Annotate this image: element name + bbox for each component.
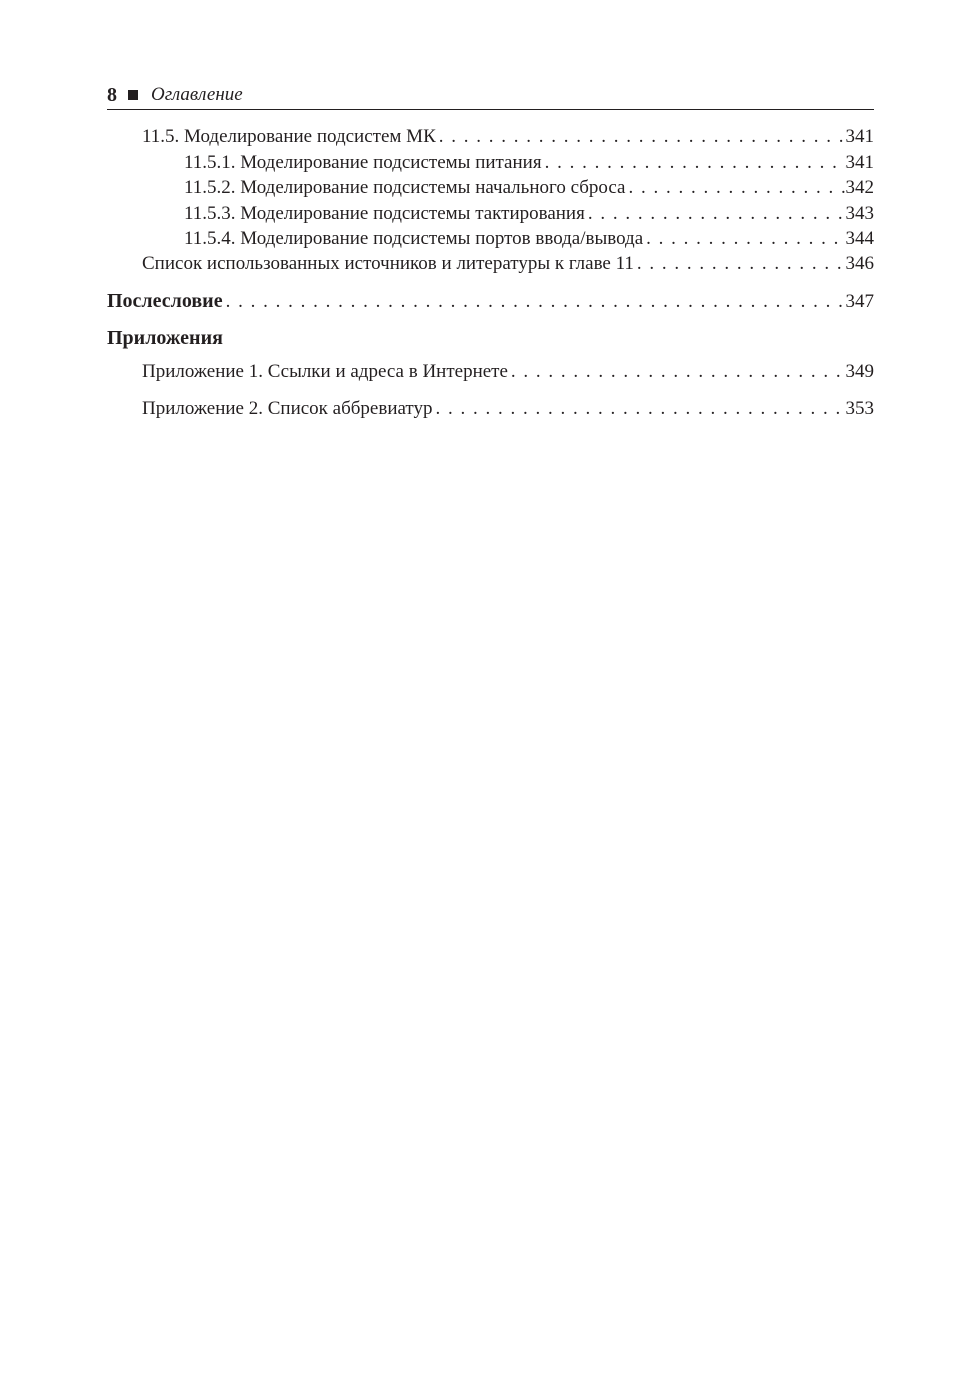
dot-leader: [542, 150, 846, 176]
toc-entry-page: 341: [845, 152, 874, 173]
toc-entry[interactable]: [184, 150, 874, 176]
toc-entry[interactable]: [184, 226, 874, 252]
dot-leader: [223, 289, 846, 315]
toc-entry-page: 343: [845, 203, 874, 224]
toc-entry-label: Приложение 2. Список аббревиатур: [142, 398, 433, 419]
toc-entry-page: 346: [845, 253, 874, 274]
dot-leader: [432, 396, 845, 422]
page-header: [107, 80, 874, 110]
toc-entry[interactable]: [184, 175, 874, 201]
toc-entry-page: 342: [845, 177, 874, 198]
dot-leader: [634, 251, 846, 277]
toc-entry[interactable]: [142, 396, 874, 422]
toc-entry[interactable]: [142, 359, 874, 385]
dot-leader: [436, 124, 846, 150]
toc-entry-page: 349: [845, 361, 874, 382]
toc-entry-page: 347: [845, 291, 874, 312]
dot-leader: [585, 201, 846, 227]
toc-entry-label: 11.5.1. Моделирование подсистемы питания: [184, 152, 542, 173]
toc-entry-label: 11.5.3. Моделирование подсистемы тактирования: [184, 203, 585, 224]
toc-entry-page: 341: [845, 126, 874, 147]
dot-leader: [508, 359, 846, 385]
page-number: 8: [107, 84, 117, 106]
toc-entry-chapter[interactable]: [107, 288, 874, 314]
toc-entry-label: 11.5.2. Моделирование подсистемы начального сброса: [184, 177, 626, 198]
square-bullet-icon: [128, 90, 138, 100]
toc-entry[interactable]: [142, 251, 874, 277]
toc-entry-label: Послесловие: [107, 290, 223, 312]
toc-entry-label: Список использованных источников и литературы к главе 11: [142, 253, 634, 274]
toc-entry-page: 353: [845, 398, 874, 419]
dot-leader: [643, 226, 845, 252]
toc-entry[interactable]: [142, 124, 874, 150]
running-header-title: Оглавление: [151, 84, 243, 105]
toc-entry[interactable]: [184, 201, 874, 227]
dot-leader: [625, 175, 845, 201]
toc-entry-label: 11.5.4. Моделирование подсистемы портов ввода/вывода: [184, 228, 644, 249]
toc-entry-label: Приложение 1. Ссылки и адреса в Интернете: [142, 361, 508, 382]
toc-entry-page: 344: [845, 228, 874, 249]
toc-section-heading: Приложения: [107, 327, 223, 349]
toc-entry-label: 11.5. Моделирование подсистем МК: [142, 126, 436, 147]
